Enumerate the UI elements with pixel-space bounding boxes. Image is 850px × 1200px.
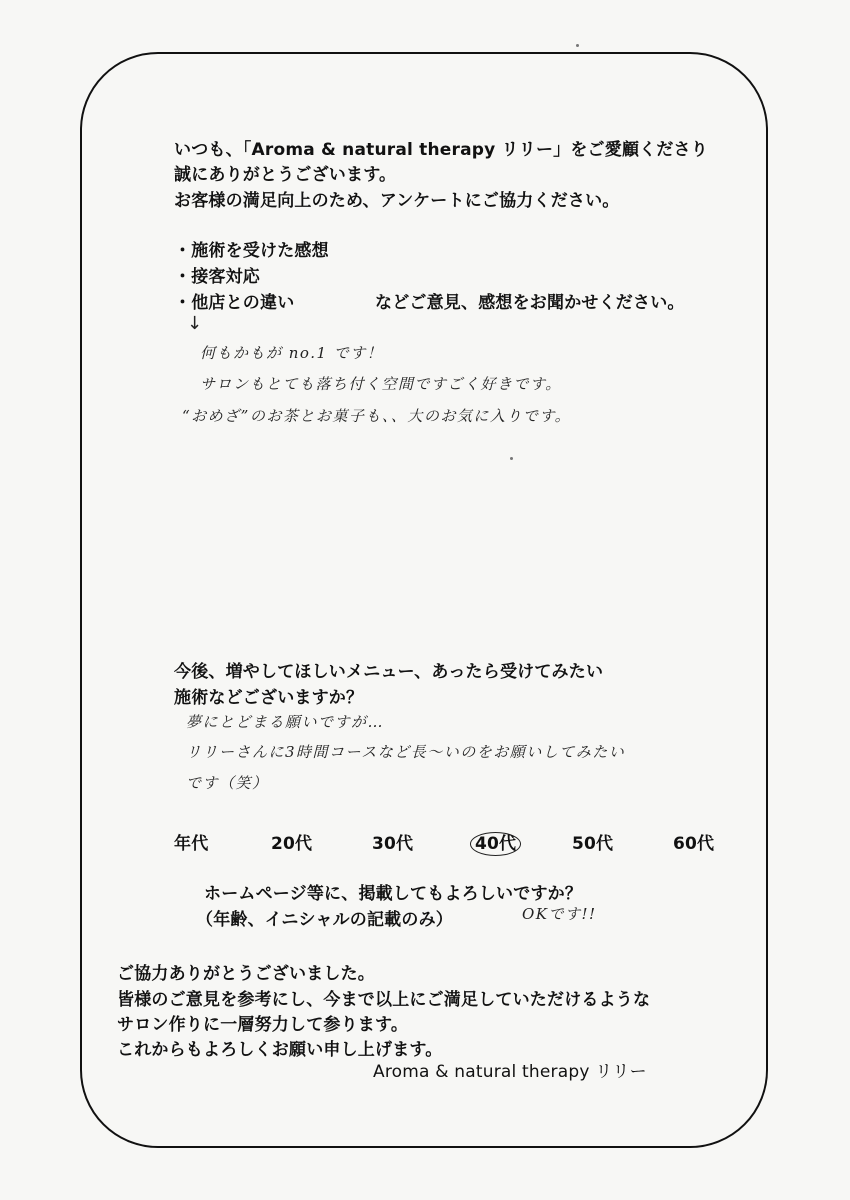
publish-question-line-1: ホームページ等に、掲載してもよろしいですか？	[204, 884, 583, 904]
answer-1-line-3: “おめざ”のお茶とお菓子も、、大のお気に入りです。	[182, 407, 572, 425]
question-2-line-2: 施術などございますか？	[174, 688, 364, 708]
age-group-label: 年代	[174, 834, 209, 854]
topic-customer-service: ・接客対応	[174, 267, 260, 287]
topic-treatment-impression: ・施術を受けた感想	[174, 241, 329, 261]
closing-line-3: サロン作りに一層努力して参ります。	[117, 1015, 409, 1035]
closing-line-4: これからもよろしくお願い申し上げます。	[117, 1040, 443, 1060]
age-option-40s-label: 40代	[470, 832, 521, 856]
intro-line-3: お客様の満足向上のため、アンケートにご協力ください。	[174, 191, 620, 211]
topics-request-text: などご意見、感想をお聞かせください。	[375, 293, 685, 313]
age-option-30s[interactable]: 30代	[372, 834, 414, 854]
age-option-60s[interactable]: 60代	[673, 834, 715, 854]
age-option-40s-selected[interactable]	[475, 829, 521, 854]
publish-answer: OKです!!	[522, 905, 597, 923]
answer-2-line-2: リリーさんに3時間コースなど長〜いのをお願いしてみたい	[186, 743, 626, 761]
closing-line-1: ご協力ありがとうございました。	[117, 964, 375, 984]
intro-line-1: いつも、「Aroma & natural therapy リリー」をご愛顧くださり	[174, 140, 708, 160]
arrow-down-icon: ↓	[187, 313, 203, 334]
answer-2-line-3: です（笑）	[186, 774, 269, 792]
age-option-50s[interactable]: 50代	[572, 834, 614, 854]
answer-2-line-1: 夢にとどまる願いですが…	[186, 713, 385, 731]
age-option-20s[interactable]: 20代	[271, 834, 313, 854]
answer-1-line-2: サロンもとても落ち付く空間ですごく好きです。	[200, 375, 562, 393]
question-2-line-1: 今後、増やしてほしいメニュー、あったら受けてみたい	[174, 662, 604, 682]
publish-question-line-2: （年齢、イニシャルの記載のみ）	[196, 910, 453, 930]
closing-signature: Aroma & natural therapy リリー	[373, 1062, 647, 1082]
closing-line-2: 皆様のご意見を参考にし、今まで以上にご満足していただけるような	[117, 990, 651, 1010]
intro-line-2: 誠にありがとうございます。	[174, 165, 397, 185]
scan-speck	[510, 457, 513, 460]
topic-difference-from-others: ・他店との違い	[174, 293, 295, 313]
answer-1-line-1: 何もかもが no.1 です！	[200, 344, 384, 362]
scan-speck	[576, 44, 579, 47]
